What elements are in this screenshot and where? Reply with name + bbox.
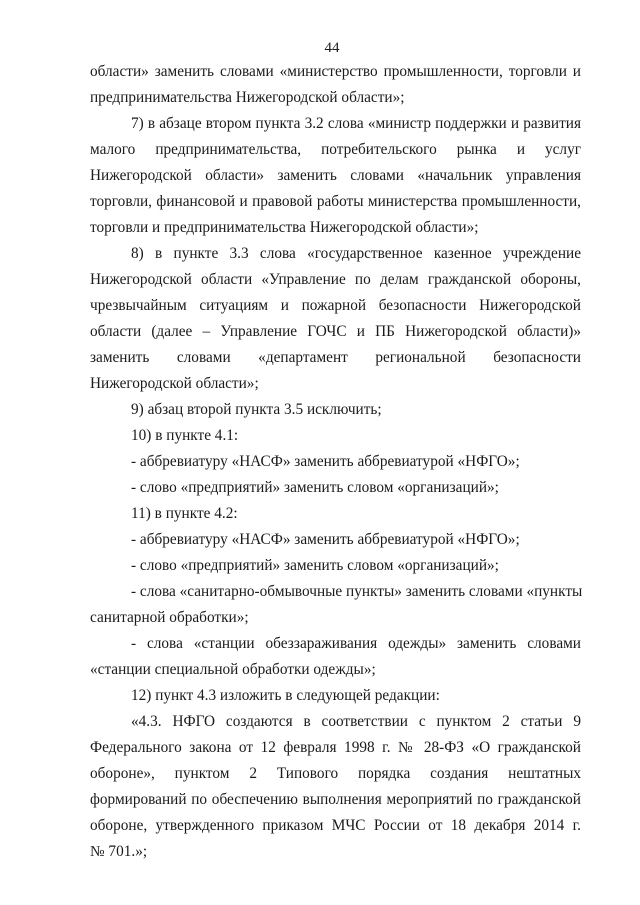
text-line: 12) пункт 4.3 изложить в следующей редакции:	[131, 687, 440, 704]
text-line: формирований по обеспечению выполнения мероприятий по гражданской	[90, 791, 581, 808]
text-line: 9) абзац второй пункта 3.5 исключить;	[131, 401, 382, 418]
text-line: - аббревиатуру «НАСФ» заменить аббревиатурой «НФГО»;	[131, 531, 520, 548]
text-line: 10) в пункте 4.1:	[131, 427, 239, 444]
text-line: малого предпринимательства, потребительского рынка и услуг	[90, 141, 581, 158]
text-line: 7) в абзаце втором пункта 3.2 слова «министр поддержки и развития	[131, 115, 581, 132]
text-line: обороне, утвержденного приказом МЧС России от 18 декабря 2014 г.	[90, 817, 581, 834]
text-line: Нижегородской области» заменить словами «начальник управления	[90, 167, 581, 184]
text-line: торговли и предпринимательства Нижегородской области»;	[90, 219, 479, 236]
text-line: Нижегородской области»;	[90, 375, 259, 392]
text-line: - слово «предприятий» заменить словом «организаций»;	[131, 557, 499, 574]
text-line: санитарной обработки»;	[90, 609, 249, 626]
text-line: «станции специальной обработки одежды»;	[90, 661, 376, 678]
text-line: предпринимательства Нижегородской области»;	[90, 89, 405, 106]
text-line: Нижегородской области «Управление по делам гражданской обороны,	[90, 271, 581, 288]
text-line: - аббревиатуру «НАСФ» заменить аббревиатурой «НФГО»;	[131, 453, 520, 470]
text-line: обороне», пунктом 2 Типового порядка создания нештатных	[90, 765, 581, 782]
text-line: заменить словами «департамент региональной безопасности	[90, 349, 581, 366]
text-line: - слово «предприятий» заменить словом «организаций»;	[131, 479, 499, 496]
text-line: 8) в пункте 3.3 слова «государственное казенное учреждение	[131, 245, 581, 262]
text-line: № 701.»;	[90, 843, 148, 860]
text-line: 11) в пункте 4.2:	[131, 505, 238, 522]
text-line: Федерального закона от 12 февраля 1998 г. № 28-ФЗ «О гражданской	[90, 739, 581, 756]
text-line: - слова «санитарно-обмывочные пункты» заменить словами «пункты	[131, 583, 583, 600]
text-line: области (далее – Управление ГОЧС и ПБ Нижегородской области)»	[90, 323, 581, 340]
page-number: 44	[324, 40, 340, 56]
text-line: области» заменить словами «министерство промышленности, торговли и	[90, 63, 581, 80]
text-line: торговли, финансовой и правовой работы министерства промышленности,	[90, 193, 581, 210]
text-line: - слова «станции обеззараживания одежды» заменить словами	[131, 635, 581, 652]
text-line: «4.3. НФГО создаются в соответствии с пунктом 2 статьи 9	[131, 713, 581, 730]
text-line: чрезвычайным ситуациям и пожарной безопасности Нижегородской	[90, 297, 581, 314]
